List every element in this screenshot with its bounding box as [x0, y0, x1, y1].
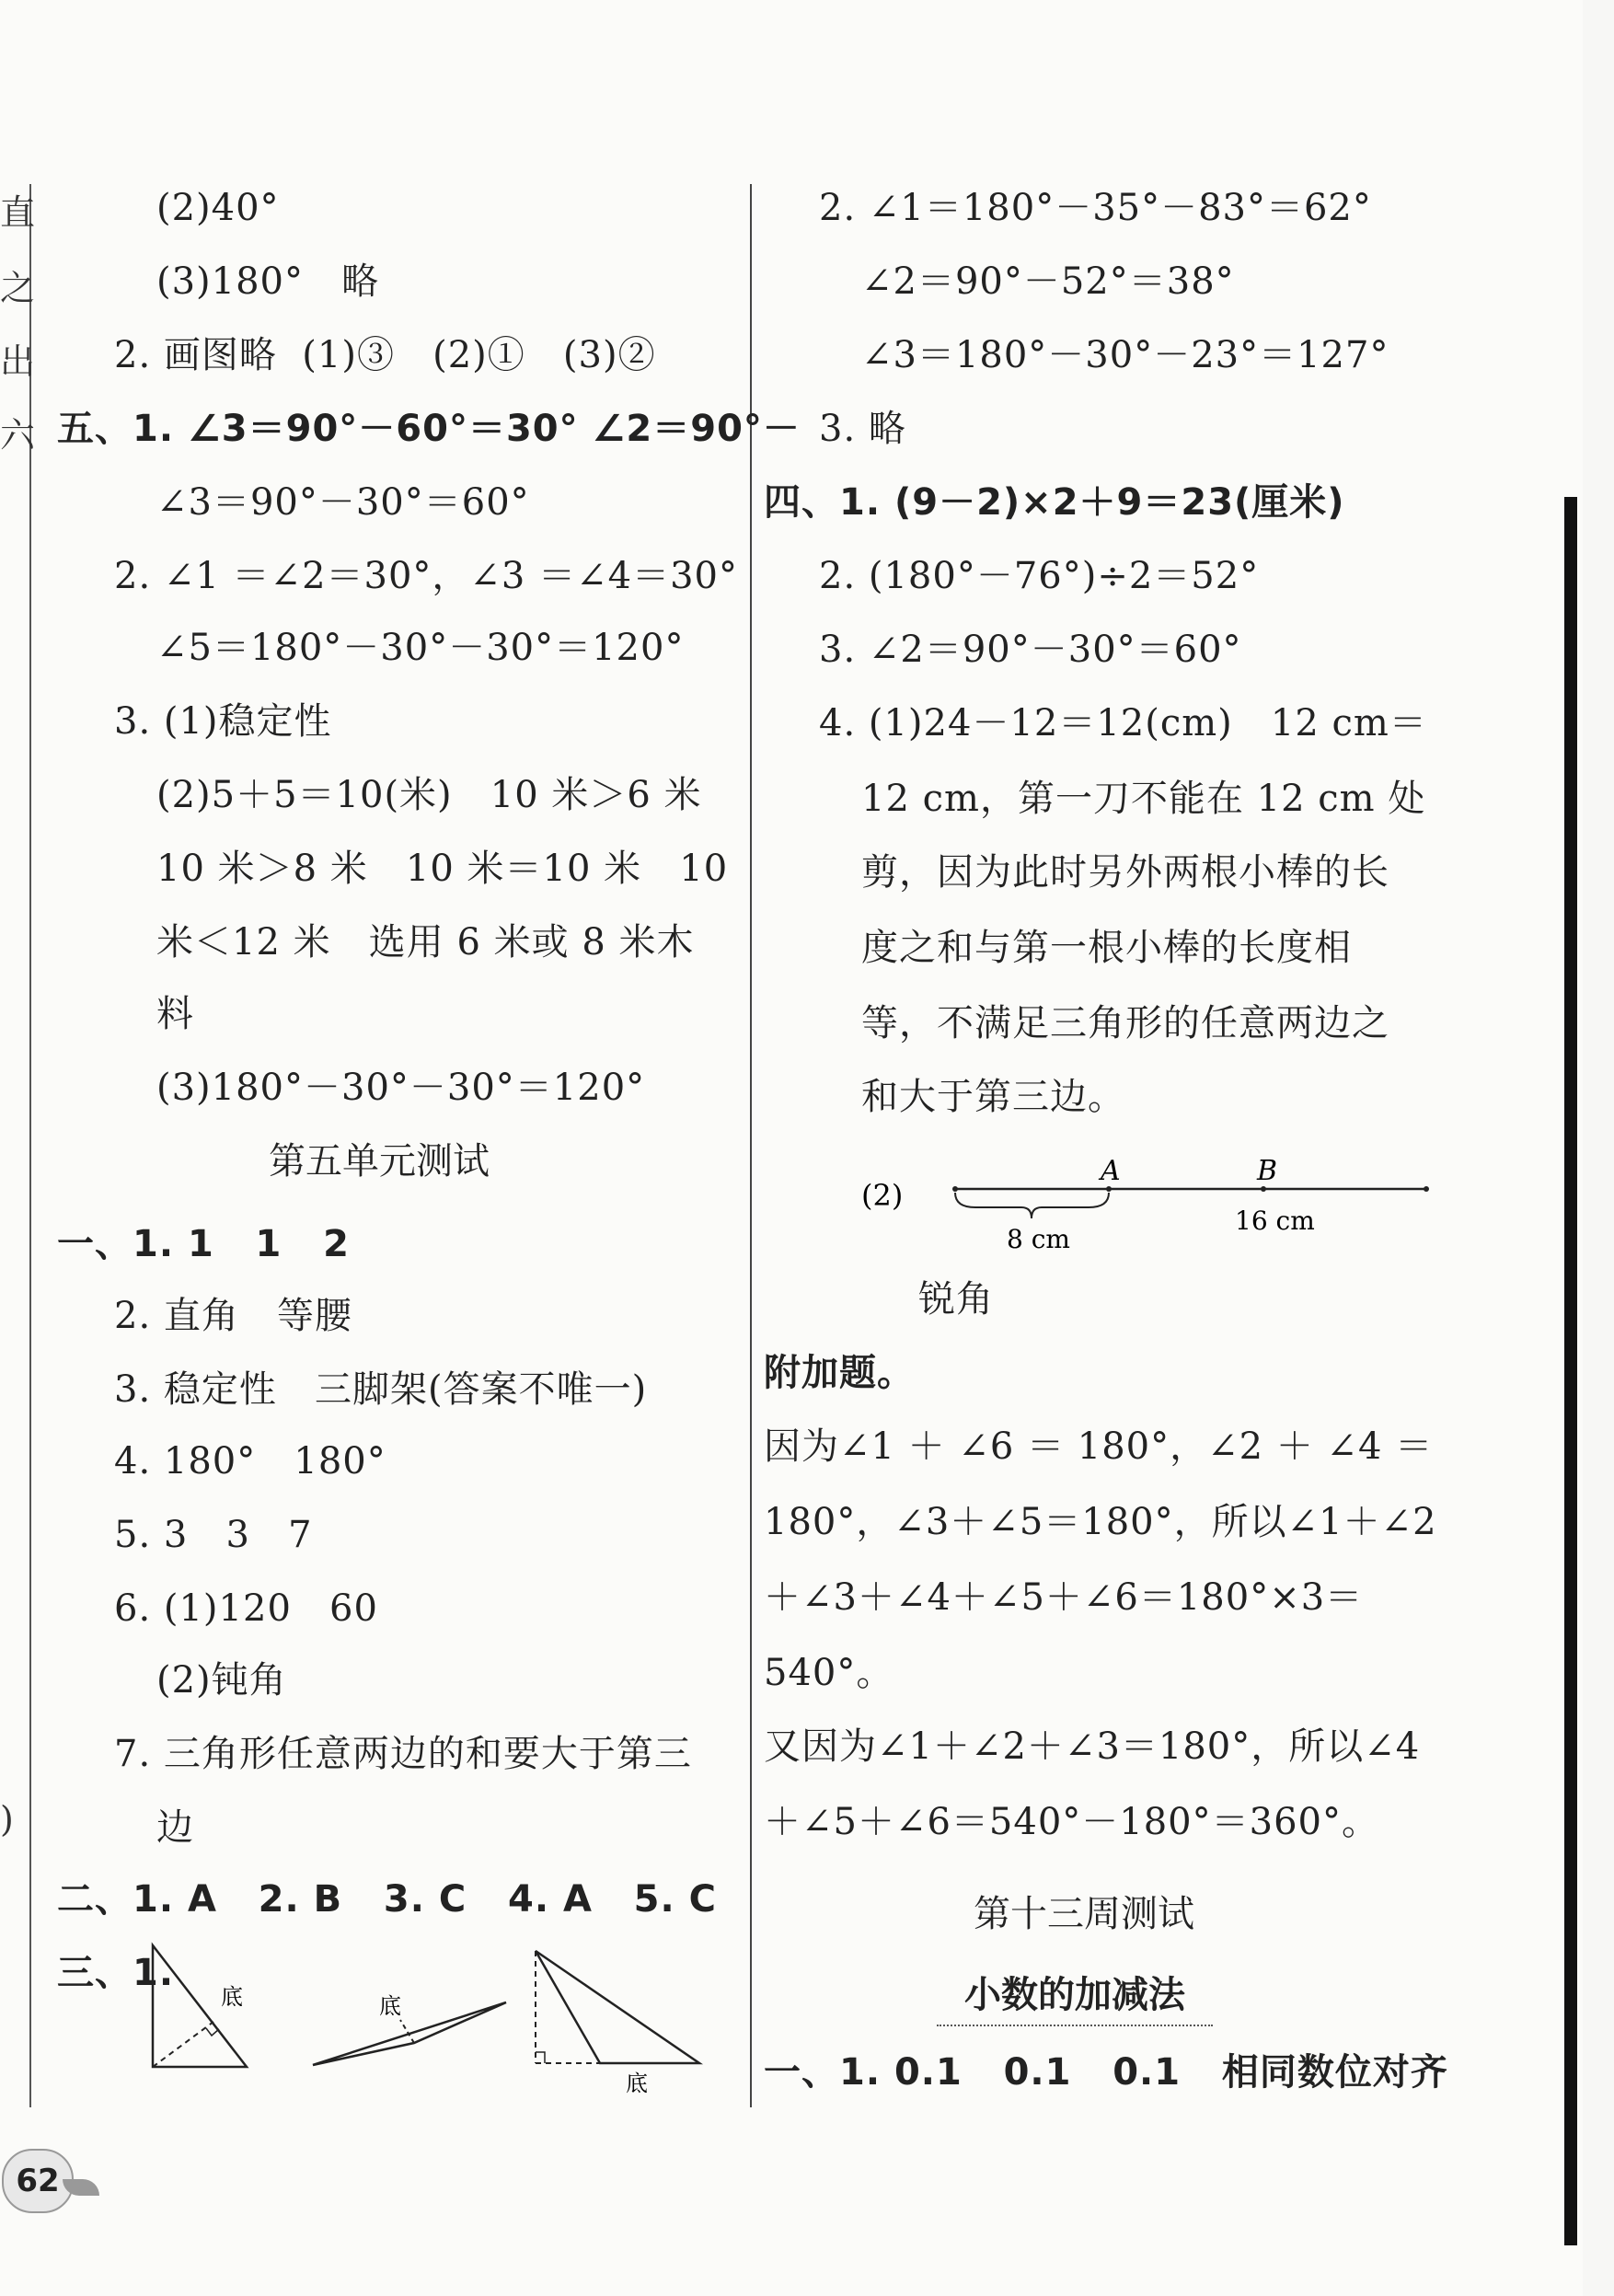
segment-figure — [856, 1150, 1445, 1261]
answer-line: 2. ∠1＝180°－35°－83°＝62° — [819, 187, 1372, 229]
answer-line: 180°，∠3＋∠5＝180°，所以∠1＋∠2 — [764, 1501, 1437, 1543]
base-label: 底 — [626, 2071, 648, 2096]
answer-line: 和大于第三边。 — [861, 1076, 1125, 1118]
margin-char: 六 — [0, 415, 36, 456]
answer-line: 边 — [156, 1806, 194, 1849]
section-subtitle: 小数的加减法 — [937, 1971, 1213, 2026]
answer-line: 又因为∠1＋∠2＋∠3＝180°，所以∠4 — [764, 1725, 1421, 1768]
section-title: 第十三周测试 — [974, 1893, 1194, 1935]
margin-char: 之 — [0, 268, 36, 308]
obtuse-triangle — [313, 1993, 506, 2065]
obtuse-triangle-2 — [536, 1951, 699, 2096]
answer-line: 三、1. — [57, 1952, 175, 1994]
answer-line: 锐角 — [918, 1278, 994, 1321]
answer-line: ∠3＝90°－30°＝60° — [156, 481, 530, 524]
answer-line: 2. (180°－76°)÷2＝52° — [819, 555, 1260, 597]
margin-char: 出 — [0, 341, 36, 382]
column-divider — [750, 184, 752, 2107]
answer-line: 540°。 — [764, 1652, 894, 1694]
answer-line: 3. ∠2＝90°－30°＝60° — [819, 629, 1242, 671]
page-number-badge: 62 — [2, 2149, 74, 2213]
answer-line: 2. 画图略 (1)③ (2)① (3)② — [114, 334, 656, 376]
ab-length-label: 16 cm — [1235, 1206, 1315, 1236]
answer-line: 一、1. 1 1 2 — [57, 1223, 351, 1265]
margin-char: 直 — [0, 192, 36, 233]
answer-line: 二、1. A 2. B 3. C 4. A 5. C — [57, 1878, 717, 1921]
answer-line: 3. 稳定性 三脚架(答案不唯一) — [114, 1368, 648, 1411]
right-triangle — [153, 1945, 247, 2067]
point-b-label: B — [1257, 1155, 1278, 1187]
answer-line: 四、1. (9－2)×2＋9＝23(厘米) — [764, 481, 1345, 524]
answer-line: 剪，因为此时另外两根小棒的长 — [861, 851, 1389, 894]
margin-char: ) — [0, 1799, 14, 1840]
answer-line: 五、1. ∠3＝90°－60°＝30° ∠2＝90°－ — [57, 408, 801, 450]
triangle-figures — [138, 1933, 727, 2098]
base-label: 底 — [379, 1993, 401, 2019]
answer-line: 2. 直角 等腰 — [114, 1295, 353, 1337]
section-title: 附加题。 — [764, 1352, 915, 1394]
answer-line: 10 米＞8 米 10 米＝10 米 10 — [156, 848, 729, 890]
answer-line: ＋∠3＋∠4＋∠5＋∠6＝180°×3＝ — [764, 1576, 1364, 1619]
answer-line: 3. (1)稳定性 — [114, 700, 332, 743]
answer-line: 等，不满足三角形的任意两边之 — [861, 1002, 1389, 1044]
answer-line: 米＜12 米 选用 6 米或 8 米木 — [156, 921, 695, 963]
answer-line: ＋∠5＋∠6＝540°－180°＝360°。 — [764, 1801, 1379, 1843]
part-label: (2) — [861, 1178, 904, 1213]
answer-line: ∠3＝180°－30°－23°＝127° — [861, 334, 1389, 376]
answer-line: 5. 3 3 7 — [114, 1514, 313, 1556]
answer-line: 因为∠1 ＋ ∠6 ＝ 180°，∠2 ＋ ∠4 ＝ — [764, 1425, 1434, 1468]
answer-line: (2)钝角 — [156, 1659, 287, 1702]
answer-line: ∠5＝180°－30°－30°＝120° — [156, 627, 685, 669]
point-a-label: A — [1101, 1155, 1121, 1187]
answer-line: 一、1. 0.1 0.1 0.1 相同数位对齐 — [764, 2051, 1448, 2094]
answer-line: 7. 三角形任意两边的和要大于第三 — [114, 1733, 692, 1775]
answer-line: 4. 180° 180° — [114, 1440, 386, 1483]
brace-label: 8 cm — [1007, 1224, 1070, 1254]
answer-line: (2)5＋5＝10(米) 10 米＞6 米 — [156, 774, 702, 816]
answer-line: (2)40° — [156, 187, 280, 229]
answer-line: 3. 略 — [819, 408, 906, 450]
answer-line: 12 cm，第一刀不能在 12 cm 处 — [861, 778, 1426, 820]
answer-line: 6. (1)120 60 — [114, 1587, 378, 1630]
answer-line: 4. (1)24－12＝12(cm) 12 cm＝ — [819, 702, 1427, 744]
answer-line: ∠2＝90°－52°＝38° — [861, 260, 1235, 303]
scan-edge — [1564, 497, 1577, 2245]
margin-divider — [29, 184, 31, 2107]
answer-line: 2. ∠1 ＝∠2＝30°，∠3 ＝∠4＝30° — [114, 555, 738, 597]
brace — [955, 1193, 1109, 1218]
answer-line: 料 — [156, 993, 194, 1035]
answer-line: 度之和与第一根小棒的长度相 — [861, 927, 1352, 969]
answer-line: (3)180°－30°－30°＝120° — [156, 1067, 646, 1109]
answer-line: (3)180° 略 — [156, 260, 380, 303]
section-title: 第五单元测试 — [269, 1140, 490, 1183]
base-label: 底 — [221, 1984, 243, 2010]
